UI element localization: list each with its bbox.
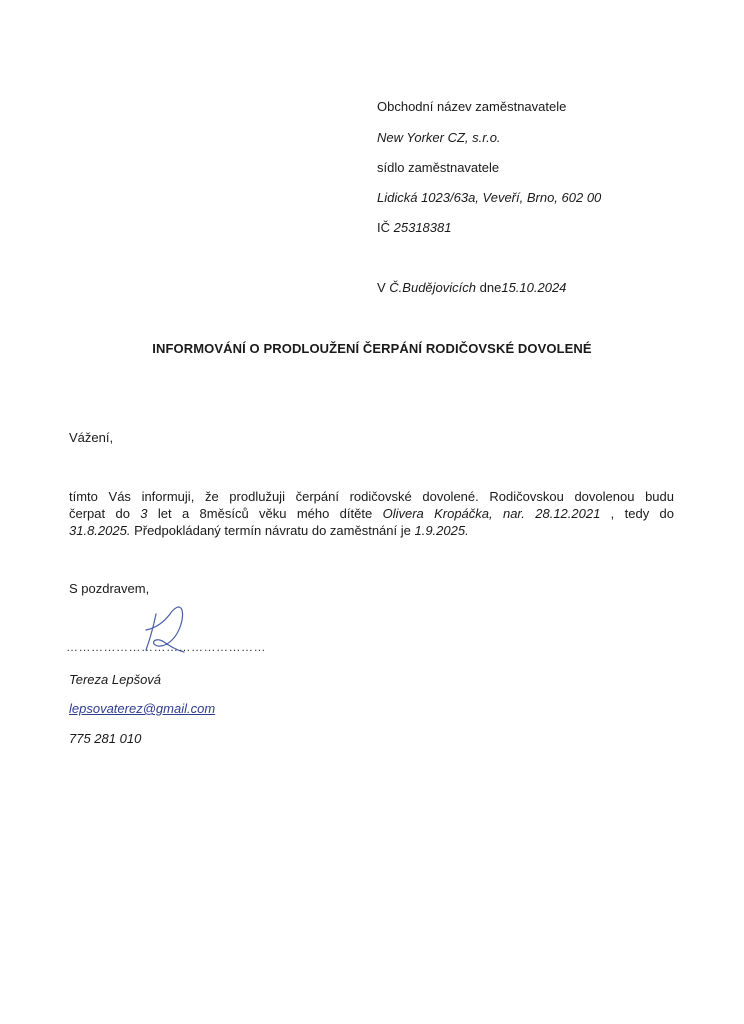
leave-years: 3 bbox=[140, 506, 148, 521]
signer-name: Tereza Lepšová bbox=[69, 672, 162, 687]
salutation: Vážení, bbox=[69, 430, 114, 445]
date-prefix: dne bbox=[479, 280, 502, 295]
signature-line: ………………………………………… bbox=[66, 640, 266, 654]
return-date: 1.9.2025. bbox=[414, 523, 469, 538]
body-line-2 bbox=[69, 505, 674, 522]
body-paragraph bbox=[69, 488, 674, 539]
place-prefix: V bbox=[377, 280, 386, 295]
signature-area bbox=[66, 600, 266, 656]
body-line-3 bbox=[69, 522, 674, 539]
leave-end-date: 31.8.2025. bbox=[69, 523, 131, 538]
signer-phone: 775 281 010 bbox=[69, 731, 142, 746]
body-line-1: tímto Vás informuji, že prodlužuji čerpání rodičovské dovolené. Rodičovskou dovolenou budu bbox=[69, 489, 674, 504]
child-name-birthdate: Olivera Kropáčka, nar. 28.12.2021 bbox=[382, 506, 601, 521]
closing: S pozdravem, bbox=[69, 581, 150, 596]
document-title bbox=[0, 341, 744, 356]
employer-name: New Yorker CZ, s.r.o. bbox=[377, 130, 501, 145]
body-text-segment: let a 8měsíců věku mého dítěte bbox=[157, 506, 373, 521]
place-and-date bbox=[377, 280, 566, 296]
body-text-segment: , tedy do bbox=[610, 506, 675, 521]
employer-label-name: Obchodní název zaměstnavatele bbox=[377, 99, 567, 114]
employer-address: Lidická 1023/63a, Veveří, Brno, 602 00 bbox=[377, 190, 602, 205]
employer-ico-number: 25318381 bbox=[393, 220, 452, 235]
body-text-segment: Předpokládaný termín návratu do zaměstnání je bbox=[134, 523, 411, 538]
employer-ico-prefix: IČ bbox=[377, 220, 390, 235]
employer-ico bbox=[377, 220, 451, 236]
body-text-segment: čerpat do bbox=[69, 506, 130, 521]
document-title-text: INFORMOVÁNÍ O PRODLOUŽENÍ ČERPÁNÍ RODIČOVSKÉ DOVOLENÉ bbox=[152, 341, 592, 356]
letter-date: 15.10.2024 bbox=[501, 280, 567, 295]
employer-label-seat: sídlo zaměstnavatele bbox=[377, 160, 500, 175]
place-name: Č.Budějovicích bbox=[389, 280, 477, 295]
signer-email-link[interactable]: lepsovaterez@gmail.com bbox=[69, 701, 216, 716]
